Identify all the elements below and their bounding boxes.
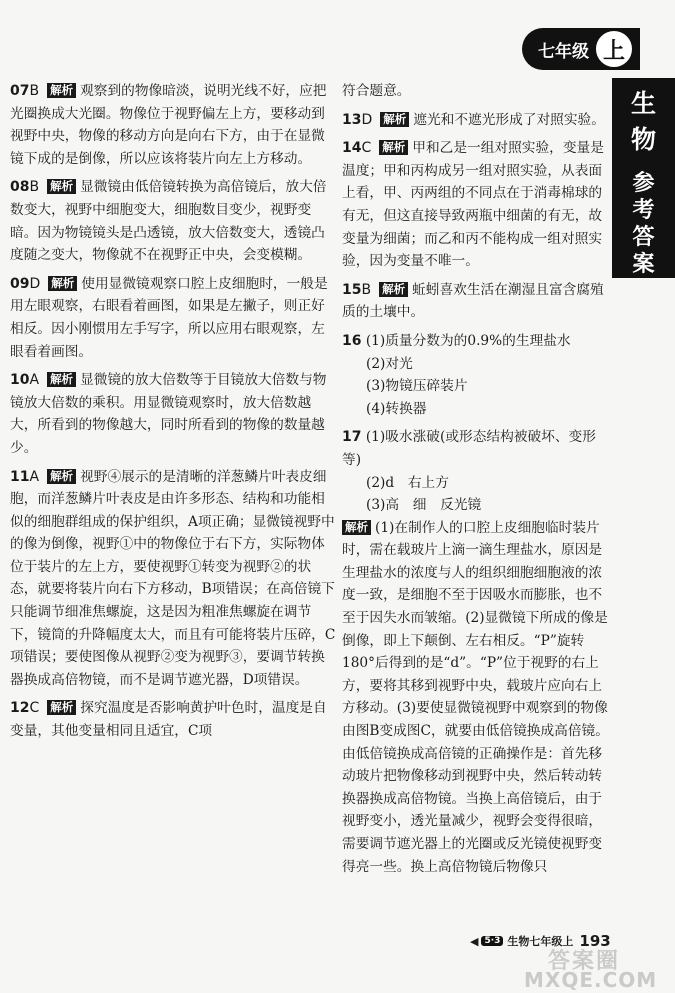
question-number: 08 bbox=[10, 179, 30, 196]
explanation-text: 显微镜的放大倍数等于目镜放大倍数与物镜放大倍数的乘积。用显微镜观察时，放大倍数越大，所看到的物像越大，同时所看到的物像的数量越少。 bbox=[10, 372, 327, 456]
explanation-text: 探究温度是否影响黄护叶色时，温度是自变量，其他变量相同且适宜，C项 bbox=[10, 700, 327, 740]
explanation-tag: 解析 bbox=[47, 700, 76, 715]
explanation-text: 使用显微镜观察口腔上皮细胞时，一般是用左眼观察，右眼看着画图，如果是左撇子，则正好相反。因小刚惯用左手写字，所以应用右眼观察，左眼看着画图。 bbox=[10, 275, 328, 360]
answer-choice: A bbox=[29, 468, 40, 485]
answer-line: (3)高 细 反光镜 bbox=[366, 497, 482, 514]
answer-16 bbox=[342, 330, 610, 420]
answer-choice: C bbox=[361, 140, 372, 157]
brand-logo: 5·3 bbox=[481, 936, 503, 946]
answer-item bbox=[342, 279, 610, 324]
question-number: 13 bbox=[342, 111, 362, 128]
answer-item bbox=[342, 109, 610, 132]
answer-choice: A bbox=[29, 372, 40, 389]
question-number: 15 bbox=[342, 281, 362, 298]
answer-line: (1)吸水涨破(或形态结构被破坏、变形等) bbox=[342, 429, 596, 468]
answer-item bbox=[10, 80, 338, 170]
answer-17 bbox=[342, 426, 610, 878]
answer-item bbox=[10, 176, 338, 266]
explanation-tag: 解析 bbox=[379, 282, 408, 297]
answer-item bbox=[342, 80, 610, 103]
question-number: 17 bbox=[342, 429, 362, 446]
explanation-tag: 解析 bbox=[47, 469, 76, 484]
answer-choice: D bbox=[361, 111, 373, 128]
answer-line: (4)转换器 bbox=[366, 400, 427, 417]
right-column bbox=[342, 80, 610, 884]
explanation-tag: 解析 bbox=[379, 140, 408, 155]
answer-line: (1)质量分数为的0.9%的生理盐水 bbox=[365, 332, 571, 349]
question-number: 12 bbox=[10, 700, 30, 717]
question-number: 11 bbox=[10, 468, 30, 485]
answer-item bbox=[10, 466, 338, 692]
explanation-text: 蚯蚓喜欢生活在潮湿且富含腐殖质的土壤中。 bbox=[342, 281, 604, 321]
explanation-tag: 解析 bbox=[48, 276, 77, 291]
question-number: 10 bbox=[10, 372, 30, 389]
grade-tab bbox=[522, 28, 640, 70]
answer-choice: C bbox=[29, 700, 40, 717]
explanation-tag: 解析 bbox=[342, 520, 371, 535]
explanation-tag: 解析 bbox=[47, 83, 76, 98]
answer-choice: B bbox=[29, 179, 40, 196]
page-number: 193 bbox=[579, 932, 611, 950]
answer-item bbox=[10, 273, 338, 363]
subject-title: 生物 bbox=[630, 89, 656, 154]
answer-key-title: 参考答案 bbox=[632, 171, 655, 277]
term-badge: 上 bbox=[594, 29, 634, 69]
answer-line: (2)对光 bbox=[366, 355, 413, 372]
answer-item bbox=[342, 137, 610, 273]
watermark-en: MXQE.COM bbox=[524, 968, 658, 992]
question-number: 16 bbox=[342, 332, 362, 349]
question-number: 14 bbox=[342, 140, 362, 157]
explanation-tag: 解析 bbox=[47, 179, 76, 194]
explanation-tag: 解析 bbox=[47, 372, 76, 387]
explanation bbox=[342, 517, 610, 879]
question-number: 07 bbox=[10, 83, 30, 99]
arrow-left-icon: ◀ bbox=[470, 934, 479, 948]
explanation-text: 显微镜由低倍镜转换为高倍镜后，放大倍数变大，视野中细胞变大，细胞数目变少，视野变暗。因为物镜镜头是凸透镜，放大倍数变大，透镜凸度随之变大，物像就不在视野正中央，会变模糊。 bbox=[10, 179, 327, 264]
explanation-tag: 解析 bbox=[380, 112, 409, 127]
answer-line: (2)d 右上方 bbox=[366, 474, 449, 491]
explanation-text: 观察到的物像暗淡，说明光线不好，应把光圈换成大光圈。物像位于视野偏左上方，要移动到视野中央，物像的移动方向是向右下方，由于在显微镜下成的是倒像，所以应该将装片向左上方移动。 bbox=[10, 83, 327, 167]
watermark bbox=[510, 950, 670, 992]
left-column bbox=[10, 80, 338, 749]
answer-choice: D bbox=[29, 275, 41, 292]
explanation-text: 遮光和不遮光形成了对照实验。 bbox=[413, 111, 605, 128]
book-title: 生物七年级上 bbox=[507, 935, 574, 948]
explanation-text: (1)在制作人的口腔上皮细胞临时装片时，需在载玻片上滴一滴生理盐水，原因是生理盐水的浓度与人的组织细胞细胞液的浓度一致，是细胞不至于因吸水而膨胀，也不至于因失水而皱缩。(2)显微镜下所成的像是倒像，即上下颠倒、左右相反。“P”旋转180°后得到的是“d”。“P”位于视野的右上方，要将其移到视野中央，载玻片应向右上方移动。(3)要使显微镜视野中观察到的物像由图B变成图C，就要由低倍镜换成高倍镜。由低倍镜换成高倍镜的正确操作是：首先移动玻片把物像移动到视野中央，然后转动转换器换成高倍物镜。当换上高倍镜后，由于视野变小，透光量减少，视野会变得很暗，需要调节遮光器上的光圈或反光镜使视野变得亮一些。换上高倍物镜后物像只 bbox=[342, 519, 609, 875]
side-bar bbox=[612, 78, 675, 278]
question-number: 09 bbox=[10, 275, 30, 292]
answer-item bbox=[10, 369, 338, 459]
answer-choice: B bbox=[361, 281, 372, 298]
answer-line: (3)物镜压碎装片 bbox=[366, 378, 468, 395]
explanation-text: 符合题意。 bbox=[342, 83, 411, 99]
explanation-text: 甲和乙是一组对照实验，变量是温度；甲和丙构成另一组对照实验，从表面上看，甲、丙两组的不同点在于消毒棉球的有无，但这直接导致两瓶中细菌的有无，故变量为细菌；而乙和丙不能构成一组对照实验，因为变量不唯一。 bbox=[342, 140, 604, 270]
answer-item bbox=[10, 697, 338, 742]
explanation-text: 视野④展示的是清晰的洋葱鳞片叶表皮细胞，而洋葱鳞片叶表皮是由许多形态、结构和功能相似的细胞群组成的保护组织，A项正确；显微镜视野中的像为倒像，视野①中的物像位于右下方，实际物体位于装片的左上方，要使视野①转变为视野②的状态，就要将装片向右下方移动，B项错误；在高倍镜下只能调节细准焦螺旋，这是因为粗准焦螺旋在调节下，镜筒的升降幅度太大，而且有可能将装片压碎，C项错误；要使图像从视野②变为视野③，要调节转换器换成高倍物镜，而不是调节遮光器，D项错误。 bbox=[10, 468, 336, 688]
watermark-cn: 答案圈 bbox=[548, 949, 621, 974]
answer-choice: B bbox=[29, 83, 40, 99]
grade-label: 七年级 bbox=[538, 41, 589, 62]
